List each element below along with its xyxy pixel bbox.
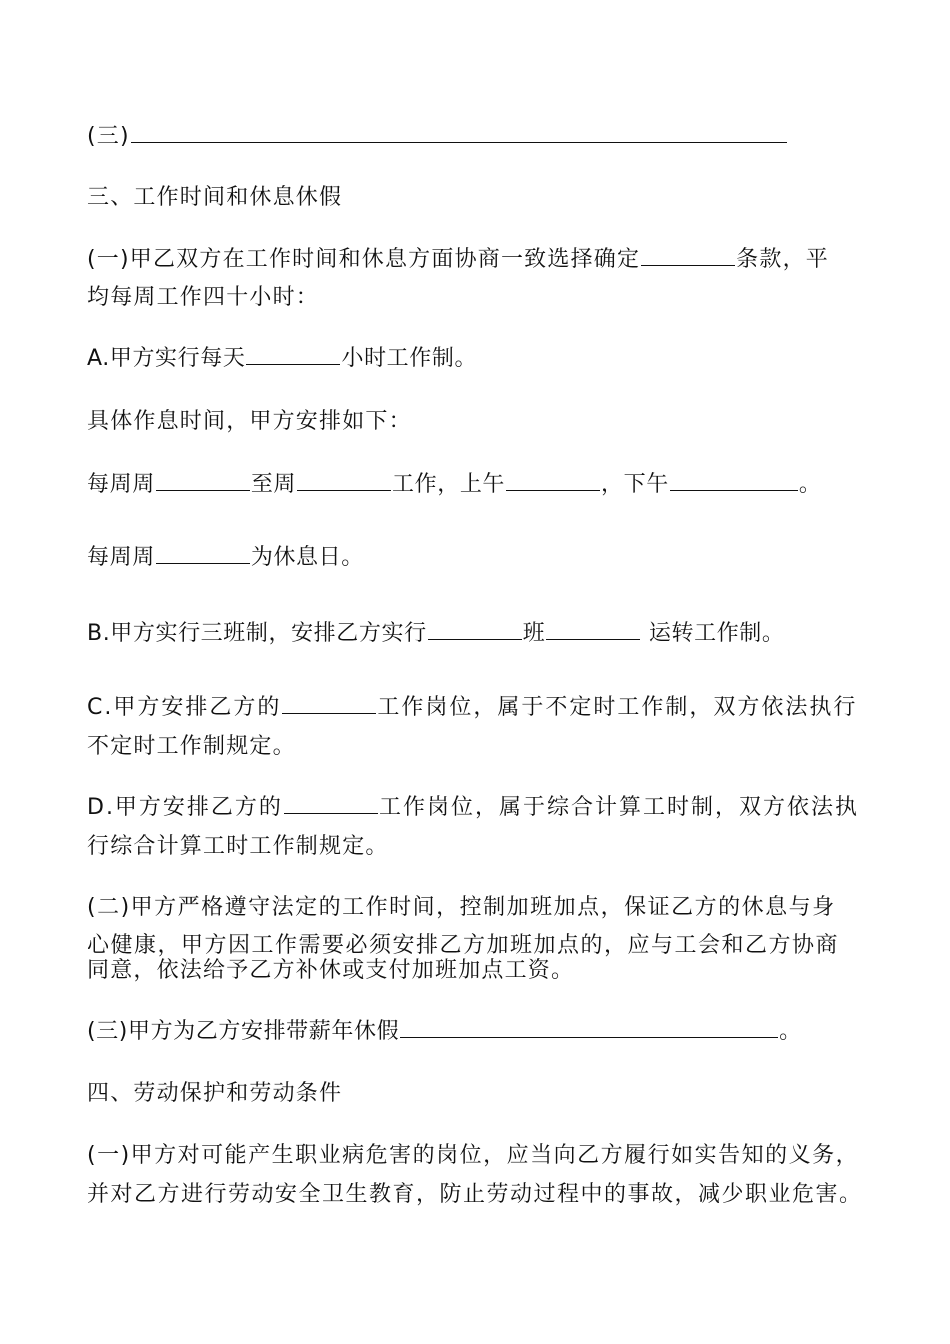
blank-field[interactable]	[246, 346, 340, 365]
text: 行综合计算工时工作制规定。	[87, 834, 389, 859]
item-three-blank-line	[87, 124, 788, 150]
blank-field[interactable]	[156, 545, 250, 564]
text: 。	[798, 472, 822, 497]
schedule-intro	[87, 409, 412, 435]
clause-one-line-1	[87, 247, 829, 273]
text: (三)甲方为乙方安排带薪年休假	[87, 1019, 400, 1044]
option-d-line-2	[87, 834, 389, 860]
text: 工作，上午	[392, 472, 506, 497]
clause-two-line-2	[87, 933, 839, 959]
text: 每周周	[87, 545, 155, 570]
blank-field[interactable]	[131, 124, 787, 143]
protection-clause-line-1	[87, 1143, 859, 1169]
blank-field[interactable]	[156, 472, 250, 491]
text: D.甲方安排乙方的	[87, 795, 283, 820]
blank-field[interactable]	[282, 695, 376, 714]
text: 工作岗位，属于不定时工作制，双方依法执行	[377, 695, 858, 720]
text: 心健康，甲方因工作需要必须安排乙方加班加点的，应与工会和乙方协商	[87, 933, 840, 958]
blank-field[interactable]	[670, 472, 798, 491]
blank-field[interactable]	[506, 472, 600, 491]
item-label: (三)	[87, 124, 130, 149]
text: 不定时工作制规定。	[87, 734, 296, 759]
option-c-line-2	[87, 734, 296, 760]
blank-field[interactable]	[297, 472, 391, 491]
blank-field[interactable]	[428, 621, 522, 640]
text: 每周周	[87, 472, 155, 497]
clause-two-line-3	[87, 958, 574, 984]
blank-field[interactable]	[546, 621, 640, 640]
heading-text: 三、工作时间和休息休假	[87, 185, 343, 210]
option-d-line-1	[87, 795, 859, 821]
blank-field[interactable]	[284, 795, 378, 814]
clause-three-line	[87, 1019, 802, 1045]
clause-one-line-2	[87, 285, 319, 311]
text: 工作岗位，属于综合计算工时制，双方依法执	[378, 795, 859, 820]
clause-two-line-1	[87, 895, 836, 921]
rest-day-line	[87, 545, 364, 571]
text: (二)甲方严格遵守法定的工作时间，控制加班加点，保证乙方的休息与身	[87, 895, 836, 920]
text: 。	[779, 1019, 802, 1044]
text: C.甲方安排乙方的	[87, 695, 282, 720]
option-b-line	[87, 621, 785, 647]
text: 小时工作制。	[341, 346, 478, 371]
text: 同意，依法给予乙方补休或支付加班加点工资。	[87, 958, 575, 983]
text: (一)甲乙双方在工作时间和休息方面协商一致选择确定	[87, 247, 641, 272]
protection-clause-line-2	[87, 1182, 863, 1208]
text: 班	[522, 621, 546, 646]
text: 为休息日。	[250, 545, 364, 570]
text: 具体作息时间，甲方安排如下：	[87, 409, 412, 434]
blank-field[interactable]	[641, 247, 735, 266]
heading-text: 四、劳动保护和劳动条件	[87, 1081, 343, 1106]
text: B.甲方实行三班制，安排乙方实行	[87, 621, 427, 646]
section-heading-work-time	[87, 185, 342, 211]
section-heading-labor-protection	[87, 1081, 342, 1107]
text: (一)甲方对可能产生职业病危害的岗位，应当向乙方履行如实告知的义务，	[87, 1143, 860, 1168]
text: 运转工作制。	[641, 621, 785, 646]
text: 至周	[250, 472, 297, 497]
text: ，下午	[601, 472, 669, 497]
option-c-line-1	[87, 695, 857, 721]
text: 均每周工作四十小时：	[87, 285, 320, 310]
text: 并对乙方进行劳动安全卫生教育，防止劳动过程中的事故，减少职业危害。	[87, 1182, 863, 1207]
weekly-schedule-line	[87, 472, 821, 498]
option-a-line	[87, 346, 477, 372]
blank-field[interactable]	[400, 1019, 778, 1038]
text: 条款，平	[736, 247, 829, 272]
text: A.甲方实行每天	[87, 346, 246, 371]
